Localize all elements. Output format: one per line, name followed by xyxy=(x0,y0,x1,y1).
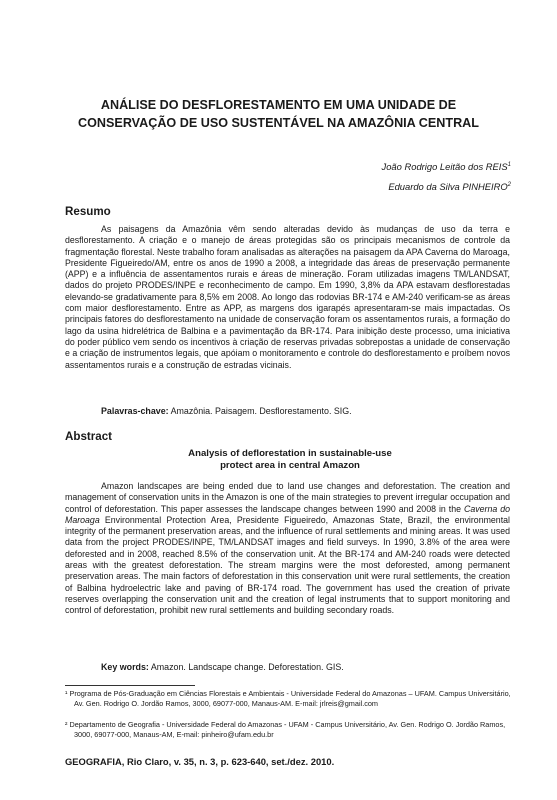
palavras-chave xyxy=(101,406,352,416)
title-line-2: CONSERVAÇÃO DE USO SUSTENTÁVEL NA AMAZÔNIA CENTRAL xyxy=(78,116,479,130)
author-1: João Rodrigo Leitão dos REIS$^1$ xyxy=(381,161,511,173)
author-2: Eduardo da Silva PINHEIRO$^2$ xyxy=(388,181,511,193)
abstract-title-line-2: protect area in central Amazon xyxy=(220,459,360,471)
paper-title xyxy=(40,96,517,132)
abstract-heading: Abstract xyxy=(65,430,113,443)
resumo-heading: Resumo xyxy=(65,205,111,218)
abstract-title-line-1: Analysis of deflorestation in sustainable-use xyxy=(188,448,392,459)
abstract-paragraph: Amazon landscapes are being ended due to land use changes and deforestation. The creation and management of conservation units in the Amazon is one of the main strategies to prevent irregular occupation and control of deforestation. This paper assesses the landscape changes between 1990 and 2008 in the Caverna do Maroaga Environmental Protection Area, Presidente Figueiredo, Amazonas State, Brazil, the environmental integrity of the permanent preservation areas, and the influence of rural settlements and mining areas. It was used data from the project PRODES/INPE, TM/LANDSAT images and field surveys. In 1990, 3.8% of the area were deforested and in 2008, reached 8.5% of the conservation unit. At the BR-174 and AM-240 roads were detected areas with the greatest deforestation. The stream margins were the most deforested, among permanent preservation areas. The main factors of deforestation in this conservation unit were rural settlements, the creation of Balbina hydroelectric lake and paving of BR-174 road. The government has used the creation of private reserves overlapping the conservation unit and the creation of legal instruments that to support monitoring and control of deforestation, prohibit new rural settlements and building secondary roads. xyxy=(65,481,510,616)
journal-citation: GEOGRAFIA, Rio Claro, v. 35, n. 3, p. 623-640, set./dez. 2010. xyxy=(65,756,335,767)
footnote-2: ² Departamento de Geografia - Universidade Federal do Amazonas - UFAM - Campus Universitário, Av. Gen. Rodrigo O. Jordão Ramos, 3000, 69077-000, Manaus-AM, E-mail: pinheiro@ufam.edu.br xyxy=(65,720,506,739)
footnote-divider xyxy=(65,685,195,686)
key-words-text: Amazon. Landscape change. Deforestation. GIS. xyxy=(150,662,344,672)
place-name-italic: Caverna do Maroaga xyxy=(65,503,510,525)
title-line-1: ANÁLISE DO DESFLORESTAMENTO EM UMA UNIDADE DE xyxy=(100,98,457,112)
abstract-title xyxy=(150,448,430,471)
key-words-label: Key words: xyxy=(101,662,149,672)
footnote-1: ¹ Programa de Pós-Graduação em Ciências Florestais e Ambientais - Universidade Federal do Amazonas – UFAM. Campus Universitário, Av. Gen. Rodrigo O. Jordão Ramos, 3000, 69077-000, Manaus-AM. E-mail: jrlreis@gmail.com xyxy=(65,689,511,708)
resumo-paragraph: As paisagens da Amazônia vêm sendo alteradas devido às mudanças de uso da terra e desflorestamento. A criação e o manejo de áreas protegidas são os principais mecanismos de controle da fragmentação florestal. Neste trabalho foram analisadas as alterações na paisagem da APA Caverna do Maroaga, Presidente Figueiredo/AM, entre os anos de 1990 a 2008, a integridade das áreas de preservação permanente (APP) e a influência de assentamentos rurais e áreas de mineração. Foram utilizadas imagens TM/LANDSAT, dados do projeto PRODES/INPE e reconhecimento de campo. Em 1990, 3,8% da APA estavam desflorestadas elevando-se gradativamente para 8,5% em 2008. Ao longo das rodovias BR-174 e AM-240 verificam-se as áreas com maior desflorestamento. Entre as APP, as margens dos igarapés apresentaram-se mais impactadas. Os principais fatores do desflorestamento na unidade de conservação foram os assentamentos rurais, a formação do lago da usina hidrelétrica de Balbina e a pavimentação da BR-174. Para inibição deste processo, uma iniciativa do poder público vem sendo os incentivos à criação de reservas privadas sobrepostas a unidade de conservação e a criação de instrumentos legais, que apóiam o monitoramento e controle do desflorestamento e proíbem novos assentamentos rurais e a construção de estradas vicinais. xyxy=(65,224,510,370)
author-block xyxy=(382,156,511,196)
key-words xyxy=(101,662,344,672)
palavras-chave-label: Palavras-chave: xyxy=(101,406,169,416)
palavras-chave-text: Amazônia. Paisagem. Desflorestamento. SIG. xyxy=(170,406,352,416)
